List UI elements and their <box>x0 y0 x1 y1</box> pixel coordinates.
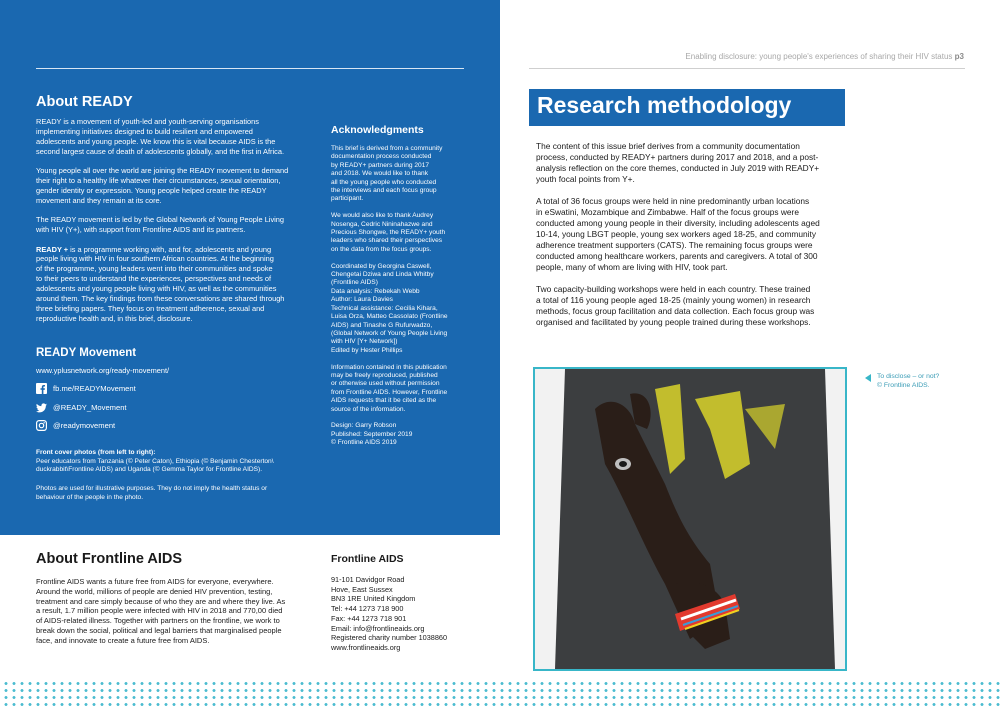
address-website[interactable]: www.frontlineaids.org <box>331 642 401 652</box>
acknowledgments-body <box>331 145 467 456</box>
about-ready-paragraph-2: Young people all over the world are joining the READY movement to demand their right to a healthy life whatever their circumstances, sexual orientation, gender identity or expression. Young people helped create the READY movement and they remain at its core. <box>36 166 289 205</box>
address-title: Frontline AIDS <box>331 553 404 565</box>
ack-publication-info: Design: Garry Robson Published: September 2019 © Frontline AIDS 2019 <box>331 422 413 447</box>
rm-paragraph-1: The content of this issue brief derives from a community documentation process, conducted by READY+ partners during 2017 and 2018, and a post- analysis reflection on the core themes, conducted in July 2019 with READY+ youth focal points from Y+. <box>536 141 820 184</box>
ready-plus-label: READY + <box>36 244 69 254</box>
page-number: p3 <box>954 52 964 61</box>
social-link-instagram[interactable] <box>36 420 115 431</box>
cover-photo-credits-heading: Front cover photos (from left to right): <box>36 449 156 456</box>
twitter-icon <box>36 402 47 413</box>
photo-disclaimer: Photos are used for illustrative purposes. They do not imply the health status or behaviour of the people in the photo. <box>36 485 268 501</box>
top-divider-right <box>529 68 965 69</box>
about-frontline-body: Frontline AIDS wants a future free from AIDS for everyone, everywhere. Around the world, millions of people are denied HIV prevention, testing, treatment and care simply because of who they are and where they live. As a result, 1.7 million people were infected with HIV in 2018 and 770,00 died of AIDS-related illness. Together with partners on the frontline, we work to break down the social, political and legal barriers that marginalised people face, and innovate to create a future free from AIDS. <box>36 577 286 645</box>
caption-pointer-icon <box>865 374 871 382</box>
facebook-icon <box>36 383 47 394</box>
ack-paragraph-1: This brief is derived from a community documentation process conducted by READY+ partners during 2017 and 2018. We would like to thank all the young people who conducted the interviews and each focus group participant. <box>331 145 443 203</box>
social-link-twitter[interactable] <box>36 402 127 413</box>
about-ready-title: About READY <box>36 94 133 110</box>
top-divider-left <box>36 68 464 69</box>
research-methodology-body <box>536 141 846 339</box>
about-ready-paragraph-3: The READY movement is led by the Global Network of Young People Living with HIV (Y+), with support from Frontline AIDS and its partners. <box>36 215 285 235</box>
social-link-facebook[interactable] <box>36 383 136 394</box>
instagram-label: @readymovement <box>53 421 116 430</box>
address-block: 91-101 Davidgor Road Hove, East Sussex BN3 1RE United Kingdom Tel: +44 1273 718 900 Fax: +44 1273 718 901 Email: info@frontlineaids.org Registered charity number 1038860 www.frontlineaids.org <box>331 575 491 653</box>
address-email[interactable]: Email: info@frontlineaids.org <box>331 623 425 633</box>
ack-reproduction-notice: Information contained in this publication may be freely reproduced, published or otherwise used without permission from Frontline AIDS. However, Frontline AIDS requests that it be cited as the source of the information. <box>331 363 448 413</box>
rm-paragraph-2: A total of 36 focus groups were held in nine predominantly urban locations in eSwatini, Mozambique and Zimbabwe. Half of the focus groups were conducted among young people in their diversity, including adolescents aged 10-14, young LBGT people, young sex workers aged 18-25, and community adherence treatment supporters (CATS). The remaining focus groups were conducted among healthcare workers, parents and caregivers. A total of 300 people, many of whom are living with HIV, took part. <box>536 196 820 272</box>
cover-photo-credits: Front cover photos (from left to right): Peer educators from Tanzania (© Peter Caton), Ethiopia (© Benjamin Chesterton\ duckrabbit\Frontline AIDS) and Uganda (© Gemma Taylor for Frontline AIDS). <box>36 449 312 475</box>
twitter-label: @READY_Movement <box>53 403 127 412</box>
about-ready-paragraph-1: READY is a movement of youth-led and youth-serving organisations implementing initiatives designed to build resilient and empowered adolescents and young people. We know this is vital because AIDS is the second largest cause of death of adolescents globally, and the first in Africa. <box>36 117 285 156</box>
acknowledgments-title: Acknowledgments <box>331 124 424 136</box>
ack-credits: Coordinated by Georgina Caswell, Chengetai Dziwa and Linda Whitby (Frontline AIDS) Data analysis: Rebekah Webb Author: Laura Davies Technical assistance: Cecilia Kihara, Luisa Orza, Matteo Cassolato (Frontline AIDS) and Tinashe G Rufurwadzo, (Global Network of Young People Living with HIV [Y+ Network]) Edited by Hester Phillips <box>331 262 448 354</box>
rm-paragraph-3: Two capacity-building workshops were held in each country. These trained a total of 116 young people aged 18-25 (mainly young women) in research methods, focus group facilitation and data collection. Each focus group was organised and facilitated by young people trained during these workshops. <box>536 284 815 327</box>
instagram-icon <box>36 420 47 431</box>
ack-paragraph-2: We would also like to thank Audrey Nosenga, Cedric Nininahazwe and Precious Shongwe, the READY+ youth leaders who shared their perspectives on the data from the focus groups. <box>331 212 446 253</box>
facebook-label: fb.me/READYMovement <box>53 384 136 393</box>
ready-movement-link[interactable]: www.yplusnetwork.org/ready-movement/ <box>36 366 170 375</box>
research-methodology-title: Research methodology <box>537 92 792 118</box>
running-header: Enabling disclosure: young people's experiences of sharing their HIV status p3 <box>685 52 964 61</box>
photo <box>533 367 847 671</box>
about-ready-body <box>36 117 312 333</box>
photo-illustration <box>535 369 845 669</box>
ready-movement-title: READY Movement <box>36 347 137 359</box>
photo-caption: To disclose – or not? © Frontline AIDS. <box>865 373 939 390</box>
dotted-footer-pattern <box>0 679 1000 708</box>
about-frontline-title: About Frontline AIDS <box>36 551 183 567</box>
ready-plus-paragraph: READY + is a programme working with, and for, adolescents and young people living with HIV in four southern African countries. At the beginning of the programme, young leaders went into their communities and spoke to their peers to understand the experiences, perspectives and needs of adolescents and young people living with HIV, as well as the communities around them. The key findings from these conversations are shared through three briefing papers. They focus on treatment adherence, sexual and reproductive health and, in this brief, disclosure. <box>36 244 285 323</box>
